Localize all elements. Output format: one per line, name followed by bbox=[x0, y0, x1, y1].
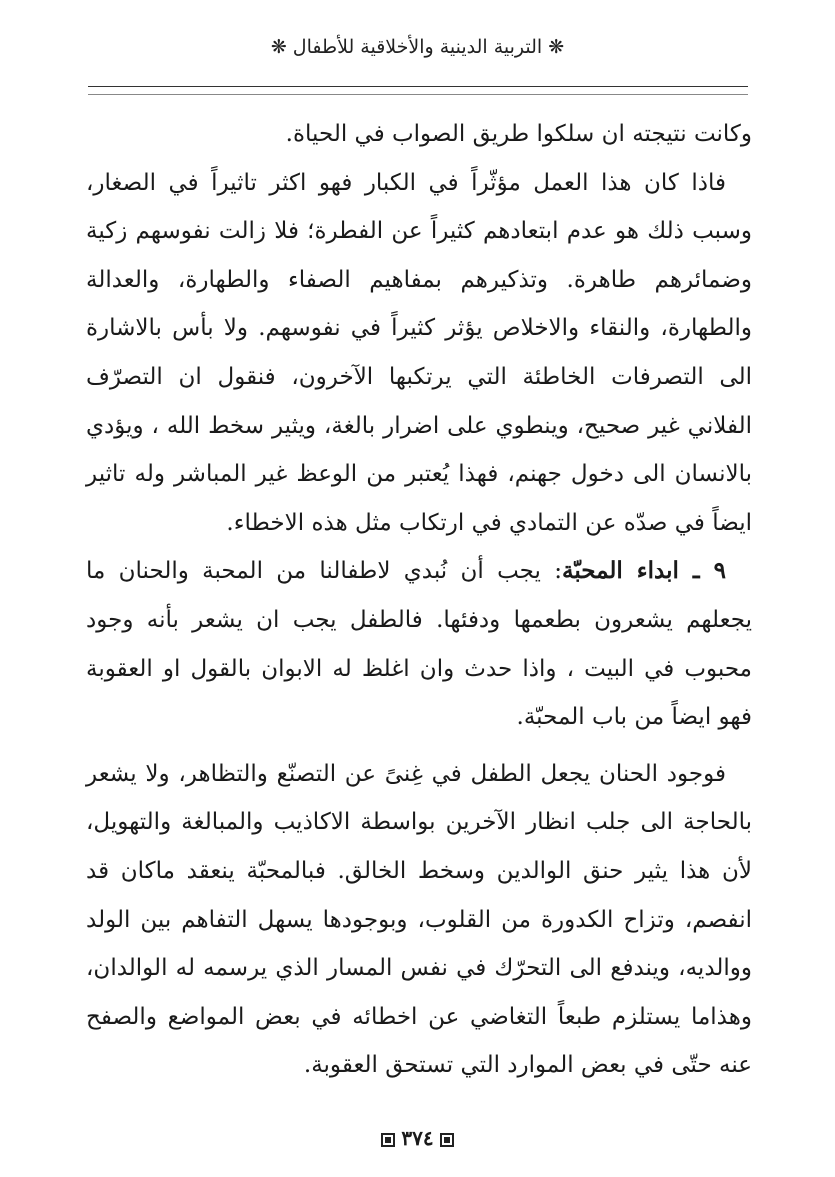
header-rule-secondary bbox=[88, 94, 748, 95]
paragraph-3-text: : يجب أن نُبدي لاطفالنا من المحبة والحنان ما يجعلهم يشعرون بطعمها ودفئها. فالطفل يجب ان يشعر بأنه وجود محبوب في البيت ، واذا حدث وان اغلظ له الابوان بالقول او العقوبة فهو ايضاً من باب المحبّة. bbox=[86, 558, 752, 731]
ornament-box-icon bbox=[381, 1133, 395, 1147]
page-number: ٣٧٤ bbox=[401, 1126, 434, 1150]
ornament-box-icon bbox=[440, 1133, 454, 1147]
paragraph-4: فوجود الحنان يجعل الطفل في غِنىً عن التصنّع والتظاهر، ولا يشعر بالحاجة الى جلب انظار الآخرين بواسطة الاكاذيب والمبالغة والتهويل، لأن هذا يثير حنق الوالدين وسخط الخالق. فبالمحبّة ينعقد ماكان قد انفصم، وتزاح الكدورة من القلوب، وبوجودها يسهل التفاهم بين الولد ووالديه، ويندفع الى التحرّك في نفس المسار الذي يرسمه له الوالدان، وهذاما يستلزم طبعاً التغاضي عن اخطائه في بعض المواضع والصفح عنه حتّى في بعض الموارد التي تستحق العقوبة. bbox=[86, 760, 752, 1079]
running-header: ❋ التربية الدينية والأخلاقية للأطفال ❋ bbox=[270, 36, 565, 58]
paragraph-2: فاذا كان هذا العمل مؤثّراً في الكبار فهو اكثر تاثيراً في الصغار، وسبب ذلك هو عدم ابتعادهم كثيراً عن الفطرة؛ فلا زالت نفوسهم زكية وضمائرهم طاهرة. وتذكيرهم بمفاهيم الصفاء والطهارة، والعدالة والطهارة، والنقاء والاخلاص يؤثر كثيراً في نفوسهم. ولا بأس بالاشارة الى التصرفات الخاطئة التي يرتكبها الآخرون، فنقول ان التصرّف الفلاني غير صحيح، وينطوي على اضرار بالغة، ويثير سخط الله ، ويؤدي بالانسان الى دخول جهنم، فهذا يُعتبر من الوعظ غير المباشر وله تاثير ايضاً في صدّه عن التمادي في ارتكاب مثل هذه الاخطاء. bbox=[86, 169, 752, 536]
page-number-block bbox=[0, 1124, 835, 1152]
paragraph-3 bbox=[86, 547, 752, 741]
header-rule bbox=[88, 86, 748, 87]
section-heading-love: ٩ ـ ابداء المحبّة bbox=[561, 557, 726, 585]
body-text bbox=[86, 110, 752, 1090]
paragraph-1: وكانت نتيجته ان سلكوا طريق الصواب في الحياة. bbox=[285, 121, 752, 147]
